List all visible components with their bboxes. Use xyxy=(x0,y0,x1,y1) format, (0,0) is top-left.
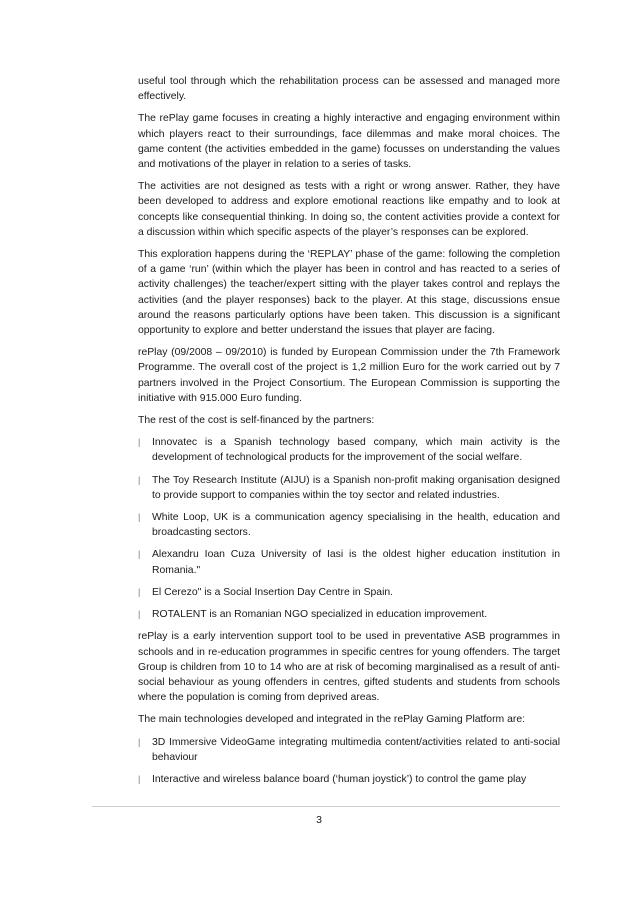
bullet-icon: | xyxy=(138,609,141,620)
list-item xyxy=(138,735,560,765)
paragraph: The rest of the cost is self-financed by the partners: xyxy=(138,415,375,427)
paragraph: The rePlay game focuses in creating a highly interactive and engaging environment within which players react to their surroundings, face dilemmas and make moral choices. The game content (the activities embedded in the game) focusses on understanding the values and motivations of the player in relation to a series of tasks. xyxy=(138,113,560,171)
list-item xyxy=(138,607,560,622)
bullet-icon: | xyxy=(138,512,141,523)
list-item xyxy=(138,435,560,465)
list-item-text: Innovatec is a Spanish technology based company, which main activity is the development of technological products for the improvement of the social welfare. xyxy=(152,437,560,464)
bullet-icon: | xyxy=(138,437,141,448)
bullet-icon: | xyxy=(138,736,141,747)
list-item xyxy=(138,547,560,577)
bullet-icon: | xyxy=(138,474,141,485)
list-item-text: El Cerezo" is a Social Insertion Day Centre in Spain. xyxy=(152,586,394,598)
paragraph: This exploration happens during the ‘REPLAY’ phase of the game: following the completion of a game ‘run’ (within which the player has been in control and has reacted to a series of activity challenges) the teacher/expert sitting with the player takes control and replays the activities (and the player responses) back to the player. At this stage, discussions ensue around the reasons particularly options have been taken. This discussion is a significant opportunity to explore and better understand the issues that player are facing. xyxy=(138,249,560,337)
paragraph: The activities are not designed as tests with a right or wrong answer. Rather, they have been developed to address and explore emotional reactions like empathy and to look at concepts like consequential thinking. In doing so, the content activities provide a context for a discussion within which specific aspects of the player’s responses can be explored. xyxy=(138,181,560,238)
bullet-icon: | xyxy=(138,586,141,597)
paragraph: rePlay (09/2008 – 09/2010) is funded by European Commission under the 7th Framework Programme. The overall cost of the project is 1,2 million Euro for the work carried out by 7 partners involved in the Project Consortium. The European Commission is supporting the initiative with 915.000 Euro funding. xyxy=(138,347,560,404)
paragraph: The main technologies developed and integrated in the rePlay Gaming Platform are: xyxy=(138,714,525,726)
document-body xyxy=(138,74,560,794)
list-item-text: White Loop, UK is a communication agency specialising in the health, education and broadcasting sectors. xyxy=(152,512,560,539)
list-item-text: ROTALENT is an Romanian NGO specialized in education improvement. xyxy=(152,609,488,621)
page-number: 3 xyxy=(316,814,322,826)
list-item-text: The Toy Research Institute (AIJU) is a Spanish non-profit making organisation designed to provide support to companies within the toy sector and related industries. xyxy=(152,474,560,501)
list-item xyxy=(138,772,560,787)
footer-divider xyxy=(92,806,560,807)
list-item-text: 3D Immersive VideoGame integrating multimedia content/activities related to anti-social behaviour xyxy=(152,736,560,763)
list-item xyxy=(138,585,560,600)
bullet-icon: | xyxy=(138,549,141,560)
technologies-list xyxy=(138,735,560,788)
list-item xyxy=(138,510,560,540)
list-item-text: Alexandru Ioan Cuza University of Iasi is the oldest higher education institution in Romania." xyxy=(152,549,560,576)
bullet-icon: | xyxy=(138,773,141,784)
partners-list xyxy=(138,435,560,622)
list-item-text: Interactive and wireless balance board (‘human joystick’) to control the game play xyxy=(152,773,527,785)
paragraph: rePlay is a early intervention support tool to be used in preventative ASB programmes in schools and in re-education programmes in specific centres for young offenders. The target Group is children from 10 to 14 who are at risk of becoming marginalised as a result of anti-social behaviour as young offenders in centres, gifted students and students from schools where the population is coming from deprived areas. xyxy=(138,631,560,704)
list-item xyxy=(138,473,560,503)
paragraph: useful tool through which the rehabilitation process can be assessed and managed more effectively. xyxy=(138,76,560,103)
